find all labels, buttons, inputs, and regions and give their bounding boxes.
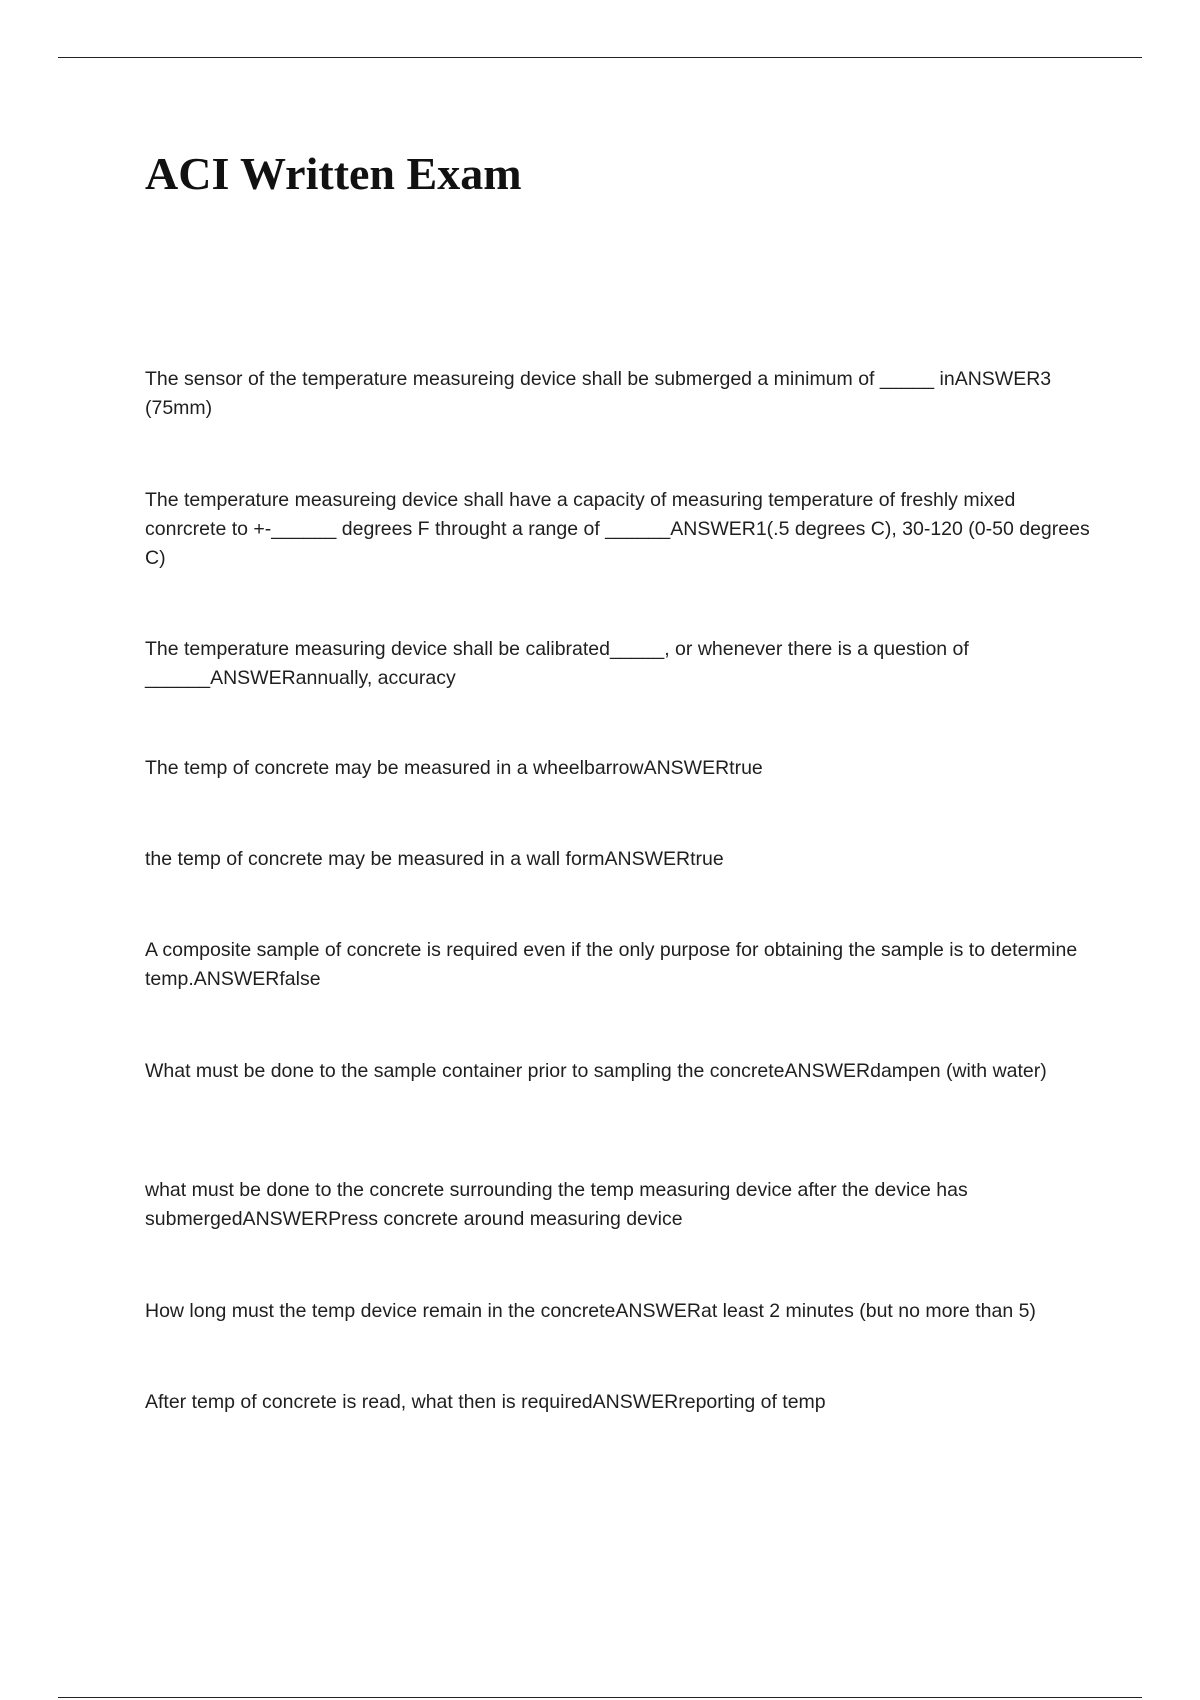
top-divider (58, 57, 1142, 58)
qa-item: After temp of concrete is read, what then is requiredANSWERreporting of temp (145, 1391, 826, 1413)
qa-item: The temperature measuring device shall be calibrated_____, or whenever there is a question of ______ANSWERannually, accuracy (145, 638, 969, 689)
page-title: ACI Written Exam (145, 148, 522, 199)
qa-item: the temp of concrete may be measured in a wall formANSWERtrue (145, 848, 724, 870)
qa-item: The temp of concrete may be measured in a wheelbarrowANSWERtrue (145, 757, 763, 779)
qa-item: A composite sample of concrete is required even if the only purpose for obtaining the sample is to determine temp.ANSWERfalse (145, 939, 1078, 990)
qa-item: what must be done to the concrete surrounding the temp measuring device after the device has submergedANSWERPress concrete around measuring device (145, 1179, 968, 1230)
bottom-divider (58, 1697, 1142, 1698)
qa-item: The sensor of the temperature measureing device shall be submerged a minimum of _____ inANSWER3 (75mm) (145, 368, 1052, 419)
qa-item: What must be done to the sample container prior to sampling the concreteANSWERdampen (with water) (145, 1060, 1047, 1082)
qa-item: The temperature measureing device shall have a capacity of measuring temperature of freshly mixed conrcrete to +-______ degrees F throught a range of ______ANSWER1(.5 degrees C), 30-120 (0-50 degrees C) (145, 489, 1090, 569)
qa-item: How long must the temp device remain in the concreteANSWERat least 2 minutes (but no more than 5) (145, 1300, 1036, 1322)
